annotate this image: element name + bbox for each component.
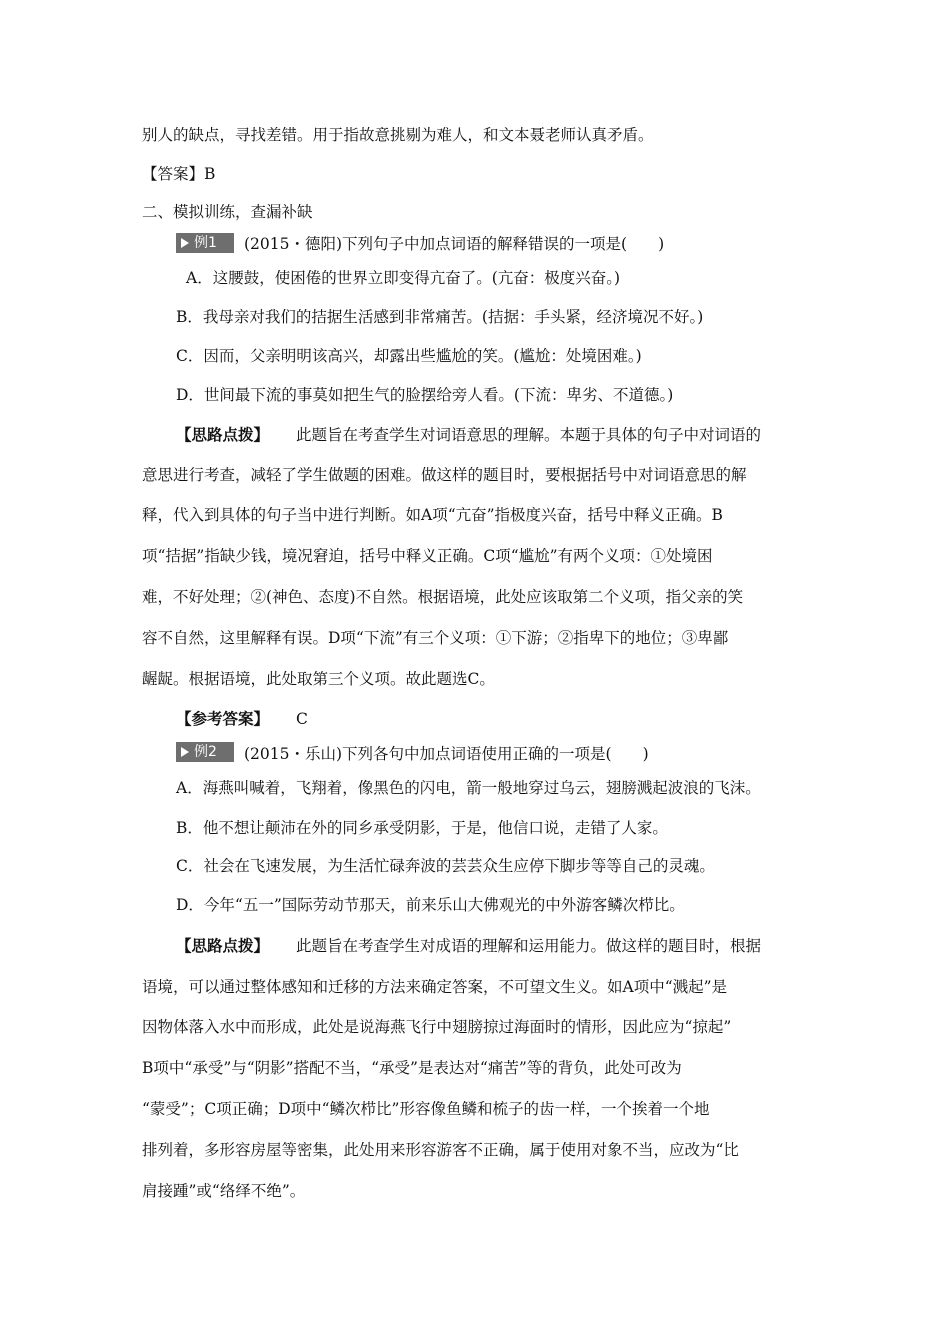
analysis-line: 排列着，多形容房屋等密集，此处用来形容游客不正确，属于使用对象不当，应改为“比 [142,1141,739,1159]
analysis-line: 龌龊。根据语境，此处取第三个义项。故此题选C。 [142,670,495,688]
answer-value: C [296,710,308,728]
option-a: A．这腰鼓，使困倦的世界立即变得亢奋了。(亢奋：极度兴奋。) [186,269,621,287]
analysis-line: 容不自然，这里解释有误。D项“下流”有三个义项：①下游；②指卑下的地位；③卑鄙 [142,629,729,647]
analysis-label: 【思路点拨】 [176,936,270,955]
answer-label: 【参考答案】 [176,709,270,728]
analysis-line: 此题旨在考查学生对词语意思的理解。本题于具体的句子中对词语的 [296,426,762,444]
analysis-line: 语境，可以通过整体感知和迁移的方法来确定答案，不可望文生义。如A项中“溅起”是 [142,978,728,996]
example-2-badge: 例2 [176,742,234,762]
answer-line: 【答案】B [142,165,216,183]
play-triangle-icon [181,238,189,248]
analysis-line: “蒙受”；C项正确；D项中“鳞次栉比”形容像鱼鳞和梳子的齿一样，一个挨着一个地 [142,1100,710,1118]
example-1-question: (2015・德阳)下列句子中加点词语的解释错误的一项是( ) [244,235,665,253]
option-b: B．我母亲对我们的拮据生活感到非常痛苦。(拮据：手头紧，经济境况不好。) [176,308,704,326]
option-c: C．社会在飞速发展，为生活忙碌奔波的芸芸众生应停下脚步等等自己的灵魂。 [176,857,715,875]
option-b: B．他不想让颠沛在外的同乡承受阴影，于是，他信口说，走错了人家。 [176,819,668,837]
analysis-line: 释，代入到具体的句子当中进行判断。如A项“亢奋”指极度兴奋，括号中释义正确。B [142,506,723,524]
example-2-question: (2015・乐山)下列各句中加点词语使用正确的一项是( ) [244,745,649,763]
analysis-label: 【思路点拨】 [176,425,270,444]
option-c: C．因而，父亲明明该高兴，却露出些尴尬的笑。(尴尬：处境困难。) [176,347,642,365]
analysis-line: 难，不好处理；②(神色、态度)不自然。根据语境，此处应该取第二个义项，指父亲的笑 [142,588,744,606]
option-d: D．今年“五一”国际劳动节那天，前来乐山大佛观光的中外游客鳞次栉比。 [176,896,685,914]
text-line: 别人的缺点，寻找差错。用于指故意挑剔为难人，和文本聂老师认真矛盾。 [142,126,654,144]
analysis-line: 肩接踵”或“络绎不绝”。 [142,1182,306,1200]
example-1-badge: 例1 [176,233,234,253]
analysis-line: 项“拮据”指缺少钱，境况窘迫，括号中释义正确。C项“尴尬”有两个义项：①处境困 [142,547,713,565]
option-d: D．世间最下流的事莫如把生气的脸摆给旁人看。(下流：卑劣、不道德。) [176,386,674,404]
analysis-line: 因物体落入水中而形成，此处是说海燕飞行中翅膀掠过海面时的情形，因此应为“掠起” [142,1018,732,1036]
section-heading: 二、模拟训练，查漏补缺 [142,203,313,221]
analysis-line: 意思进行考查，减轻了学生做题的困难。做这样的题目时，要根据括号中对词语意思的解 [142,466,747,484]
analysis-line: 此题旨在考查学生对成语的理解和运用能力。做这样的题目时，根据 [296,937,762,955]
play-triangle-icon [181,747,189,757]
analysis-line: B项中“承受”与“阴影”搭配不当，“承受”是表达对“痛苦”等的背负，此处可改为 [142,1059,682,1077]
option-a: A．海燕叫喊着，飞翔着，像黑色的闪电，箭一般地穿过乌云，翅膀溅起波浪的飞沫。 [176,779,761,797]
